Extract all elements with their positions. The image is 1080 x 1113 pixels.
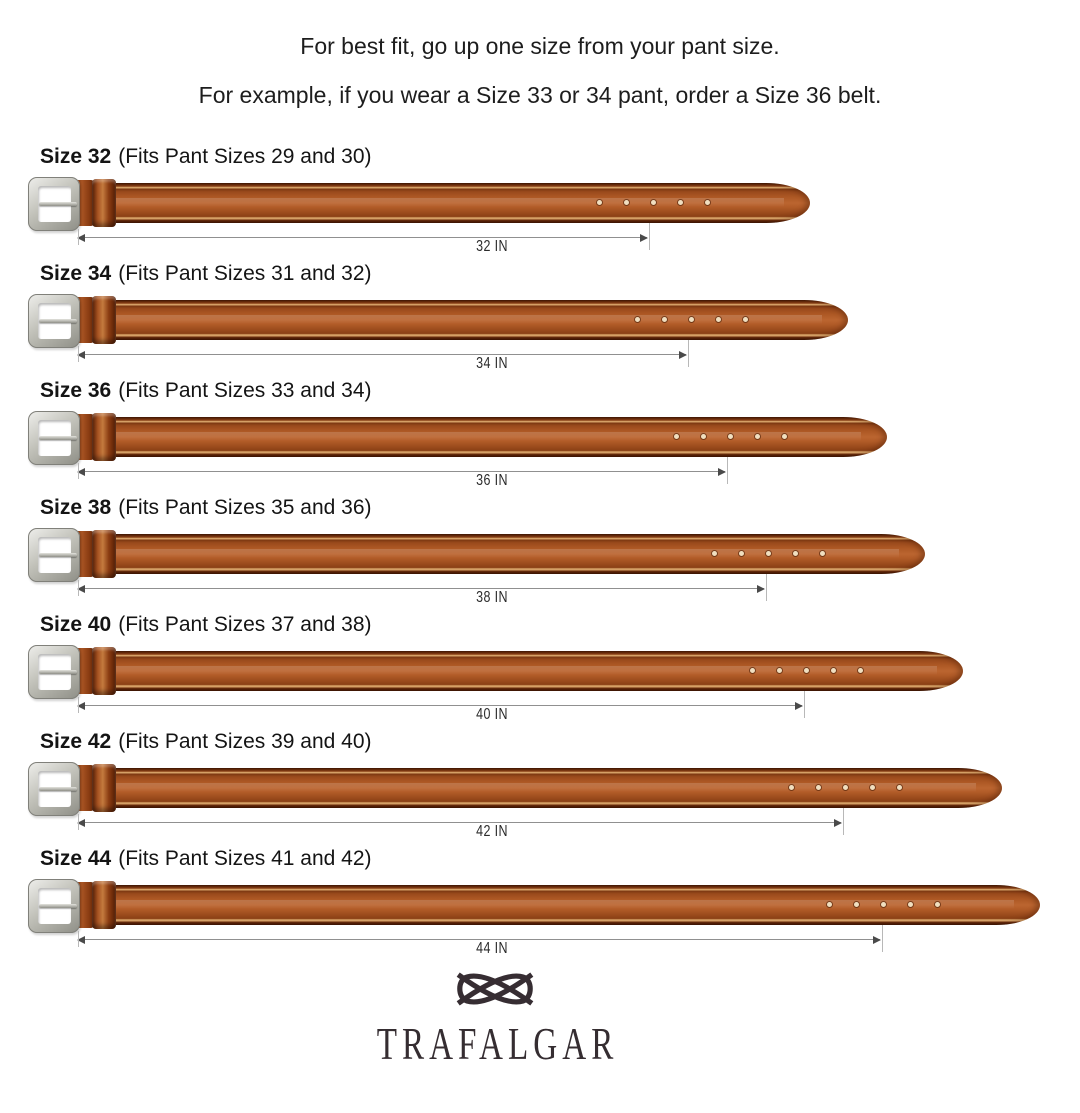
buckle-prong — [39, 553, 77, 557]
dimension-tick-right — [882, 925, 883, 952]
belt-size-label: Size 34 — [40, 262, 112, 285]
belt-strap — [56, 885, 1040, 925]
dimension-tick-right — [727, 457, 728, 484]
belt-hole — [635, 317, 640, 322]
belt-hole — [739, 551, 744, 556]
belt-keeper — [92, 296, 116, 344]
belt-hole — [750, 668, 755, 673]
belt-hole — [624, 200, 629, 205]
belt-hole — [831, 668, 836, 673]
dimension-arrow-line — [78, 471, 725, 472]
dimension-arrow-line — [78, 588, 764, 589]
length-label: 40 IN — [476, 706, 508, 723]
belt-illustration — [0, 496, 1080, 613]
dimension-tick-left — [78, 580, 79, 596]
belt-hole — [743, 317, 748, 322]
belt-hole — [597, 200, 602, 205]
belt-size-chart — [0, 145, 1080, 964]
belt-keeper — [92, 179, 116, 227]
belt-hole — [662, 317, 667, 322]
belt-row-42 — [0, 730, 1080, 847]
belt-hole — [728, 434, 733, 439]
dimension-tick-right — [843, 808, 844, 835]
belt-fits-label: (Fits Pant Sizes 33 and 34) — [118, 379, 372, 402]
belt-fits-label: (Fits Pant Sizes 41 and 42) — [118, 847, 372, 870]
dimension-tick-right — [766, 574, 767, 601]
belt-row-44 — [0, 847, 1080, 964]
belt-illustration — [0, 379, 1080, 496]
belt-hole — [854, 902, 859, 907]
instruction-line-2: For example, if you wear a Size 33 or 34 pant, order a Size 36 belt. — [198, 82, 882, 108]
belt-illustration — [0, 730, 1080, 847]
belt-hole — [705, 200, 710, 205]
belt-buckle — [28, 528, 80, 582]
belt-size-label: Size 40 — [40, 613, 112, 636]
length-label: 32 IN — [476, 238, 508, 255]
dimension-tick-left — [78, 931, 79, 947]
length-label: 34 IN — [476, 355, 508, 372]
belt-illustration — [0, 145, 1080, 262]
length-label: 36 IN — [476, 472, 508, 489]
belt-hole — [678, 200, 683, 205]
belt-hole — [820, 551, 825, 556]
belt-strap — [56, 768, 1002, 808]
dimension-tick-left — [78, 346, 79, 362]
belt-strap — [56, 300, 848, 340]
belt-hole — [701, 434, 706, 439]
dimension-tick-left — [78, 697, 79, 713]
belt-hole — [858, 668, 863, 673]
belt-illustration — [0, 847, 1080, 964]
length-label: 38 IN — [476, 589, 508, 606]
belt-keeper — [92, 647, 116, 695]
belt-fits-label: (Fits Pant Sizes 29 and 30) — [118, 145, 372, 168]
brand-name: TRAFALGAR — [376, 1018, 619, 1069]
dimension-tick-left — [78, 814, 79, 830]
brand-footer — [0, 968, 990, 1067]
belt-fits-label: (Fits Pant Sizes 37 and 38) — [118, 613, 372, 636]
length-label: 44 IN — [476, 940, 508, 957]
belt-hole — [782, 434, 787, 439]
belt-hole — [793, 551, 798, 556]
buckle-prong — [39, 670, 77, 674]
belt-fits-label: (Fits Pant Sizes 39 and 40) — [118, 730, 372, 753]
belt-hole — [674, 434, 679, 439]
belt-strap — [56, 183, 810, 223]
belt-illustration — [0, 613, 1080, 730]
belt-keeper — [92, 881, 116, 929]
belt-row-34 — [0, 262, 1080, 379]
belt-hole — [827, 902, 832, 907]
belt-buckle — [28, 879, 80, 933]
belt-hole — [766, 551, 771, 556]
belt-hole — [908, 902, 913, 907]
buckle-prong — [39, 436, 77, 440]
dimension-arrow-line — [78, 705, 802, 706]
belt-size-label: Size 42 — [40, 730, 112, 753]
belt-size-label: Size 32 — [40, 145, 112, 168]
belt-fits-label: (Fits Pant Sizes 35 and 36) — [118, 496, 372, 519]
belt-hole — [935, 902, 940, 907]
belt-row-36 — [0, 379, 1080, 496]
belt-hole — [689, 317, 694, 322]
fit-instructions — [0, 33, 1080, 109]
belt-keeper — [92, 764, 116, 812]
belt-hole — [651, 200, 656, 205]
belt-hole — [881, 902, 886, 907]
belt-hole — [804, 668, 809, 673]
dimension-tick-right — [804, 691, 805, 718]
belt-hole — [716, 317, 721, 322]
dimension-arrow-line — [78, 822, 841, 823]
belt-buckle — [28, 645, 80, 699]
belt-buckle — [28, 294, 80, 348]
belt-row-40 — [0, 613, 1080, 730]
dimension-arrow-line — [78, 237, 647, 238]
belt-keeper — [92, 530, 116, 578]
belt-hole — [777, 668, 782, 673]
belt-hole — [870, 785, 875, 790]
buckle-prong — [39, 319, 77, 323]
belt-illustration — [0, 262, 1080, 379]
dimension-tick-right — [688, 340, 689, 367]
buckle-prong — [39, 202, 77, 206]
belt-hole — [816, 785, 821, 790]
belt-hole — [789, 785, 794, 790]
bowtie-icon — [455, 968, 535, 1010]
belt-hole — [843, 785, 848, 790]
dimension-arrow-line — [78, 354, 686, 355]
length-label: 42 IN — [476, 823, 508, 840]
dimension-tick-right — [649, 223, 650, 250]
instruction-line-1: For best fit, go up one size from your pant size. — [300, 33, 780, 59]
belt-hole — [712, 551, 717, 556]
buckle-prong — [39, 904, 77, 908]
belt-size-label: Size 38 — [40, 496, 112, 519]
belt-buckle — [28, 177, 80, 231]
belt-row-38 — [0, 496, 1080, 613]
belt-strap — [56, 417, 887, 457]
belt-buckle — [28, 411, 80, 465]
belt-keeper — [92, 413, 116, 461]
belt-size-label: Size 36 — [40, 379, 112, 402]
dimension-tick-left — [78, 229, 79, 245]
belt-hole — [897, 785, 902, 790]
belt-row-32 — [0, 145, 1080, 262]
dimension-tick-left — [78, 463, 79, 479]
belt-strap — [56, 651, 963, 691]
buckle-prong — [39, 787, 77, 791]
belt-hole — [755, 434, 760, 439]
belt-fits-label: (Fits Pant Sizes 31 and 32) — [118, 262, 372, 285]
belt-size-label: Size 44 — [40, 847, 112, 870]
belt-buckle — [28, 762, 80, 816]
